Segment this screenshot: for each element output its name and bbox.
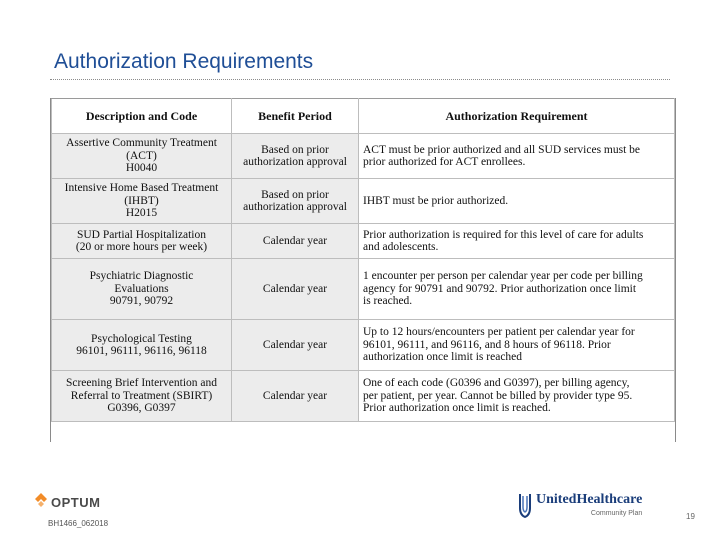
period-line: Calendar year	[262, 338, 328, 351]
description-line: Assertive Community Treatment	[66, 137, 217, 150]
authorization-table-image	[50, 98, 676, 442]
description-line: H0040	[125, 162, 158, 175]
requirement-line: ACT must be prior authorized and all SUD services must be	[363, 143, 641, 156]
description-line: Intensive Home Based Treatment	[64, 182, 219, 195]
description-line: 96101, 96111, 96116, 96118	[76, 345, 207, 357]
period-line: Based on prior	[261, 143, 329, 156]
requirement-line: 1 encounter per person per calendar year per code per billing	[363, 270, 643, 283]
requirement-line: IHBT must be prior authorized.	[363, 194, 509, 207]
page-number: 19	[686, 512, 695, 521]
header-authorization-requirement: Authorization Requirement	[359, 99, 675, 134]
optum-mark-icon	[33, 492, 49, 513]
requirement-cell	[359, 134, 675, 179]
header-description-code: Description and Code	[52, 99, 232, 134]
requirement-line: prior authorized for ACT enrollees.	[363, 156, 526, 168]
table-row	[52, 371, 675, 422]
description-line: H2015	[125, 207, 158, 220]
table-row	[52, 320, 675, 371]
requirement-cell	[359, 179, 675, 224]
benefit-period-cell	[232, 179, 359, 224]
requirement-cell	[359, 259, 675, 320]
description-line: (20 or more hours per week)	[75, 241, 208, 253]
uhc-plan-label: Community Plan	[590, 510, 643, 517]
benefit-period-cell	[232, 259, 359, 320]
table-row	[52, 224, 675, 259]
uhc-shield-icon	[518, 492, 532, 523]
period-line: authorization approval	[243, 201, 347, 213]
requirement-line: is reached.	[363, 295, 413, 308]
benefit-period-cell	[232, 371, 359, 422]
description-line: Psychiatric Diagnostic	[89, 270, 194, 283]
description-line: (ACT)	[126, 149, 157, 162]
description-cell	[52, 224, 232, 259]
requirement-line: Up to 12 hours/encounters per patient per calendar year for	[363, 326, 635, 339]
unitedhealthcare-logo	[518, 492, 642, 523]
table-row	[52, 259, 675, 320]
description-cell	[52, 259, 232, 320]
requirement-line: Prior authorization is required for this level of care for adults	[363, 228, 644, 241]
description-cell	[52, 179, 232, 224]
period-line: Calendar year	[262, 282, 328, 295]
description-cell	[52, 134, 232, 179]
requirement-line: per patient, per year. Cannot be billed by provider type 95.	[363, 389, 633, 402]
requirement-cell	[359, 320, 675, 371]
optum-wordmark: OPTUM	[51, 495, 101, 510]
benefit-period-cell	[232, 224, 359, 259]
description-line: (IHBT)	[124, 194, 159, 207]
description-line: G0396, G0397	[107, 402, 176, 415]
requirement-line: and adolescents.	[363, 241, 439, 253]
description-line: Evaluations	[114, 282, 169, 295]
requirement-line: Prior authorization once limit is reached.	[363, 402, 551, 415]
description-cell	[52, 371, 232, 422]
description-line: Screening Brief Intervention and	[65, 377, 218, 390]
description-line: Referral to Treatment (SBIRT)	[70, 389, 213, 402]
period-line: authorization approval	[243, 156, 347, 168]
period-line: Calendar year	[262, 234, 328, 247]
period-line: Based on prior	[261, 188, 329, 201]
benefit-period-cell	[232, 134, 359, 179]
title-divider	[50, 79, 670, 80]
document-id: BH1466_062018	[48, 519, 109, 528]
table-row	[52, 134, 675, 179]
uhc-wordmark: UnitedHealthcare	[536, 492, 643, 507]
description-line: SUD Partial Hospitalization	[76, 228, 207, 241]
description-cell	[52, 320, 232, 371]
description-line: Psychological Testing	[91, 332, 192, 345]
table-row	[52, 179, 675, 224]
requirement-line: agency for 90791 and 90792. Prior authorization once limit	[363, 282, 637, 295]
header-benefit-period: Benefit Period	[232, 99, 359, 134]
requirement-cell	[359, 224, 675, 259]
benefit-period-cell	[232, 320, 359, 371]
optum-logo	[33, 492, 100, 513]
table-header-row	[52, 99, 675, 134]
requirement-line: authorization once limit is reached	[363, 351, 523, 364]
slide-title: Authorization Requirements	[54, 50, 314, 73]
requirement-line: 96101, 96111, and 96116, and 8 hours of 96118. Prior	[363, 338, 611, 351]
period-line: Calendar year	[262, 389, 328, 402]
requirement-line: One of each code (G0396 and G0397), per billing agency,	[363, 377, 630, 390]
description-line: 90791, 90792	[109, 295, 174, 308]
authorization-table	[51, 98, 675, 422]
requirement-cell	[359, 371, 675, 422]
